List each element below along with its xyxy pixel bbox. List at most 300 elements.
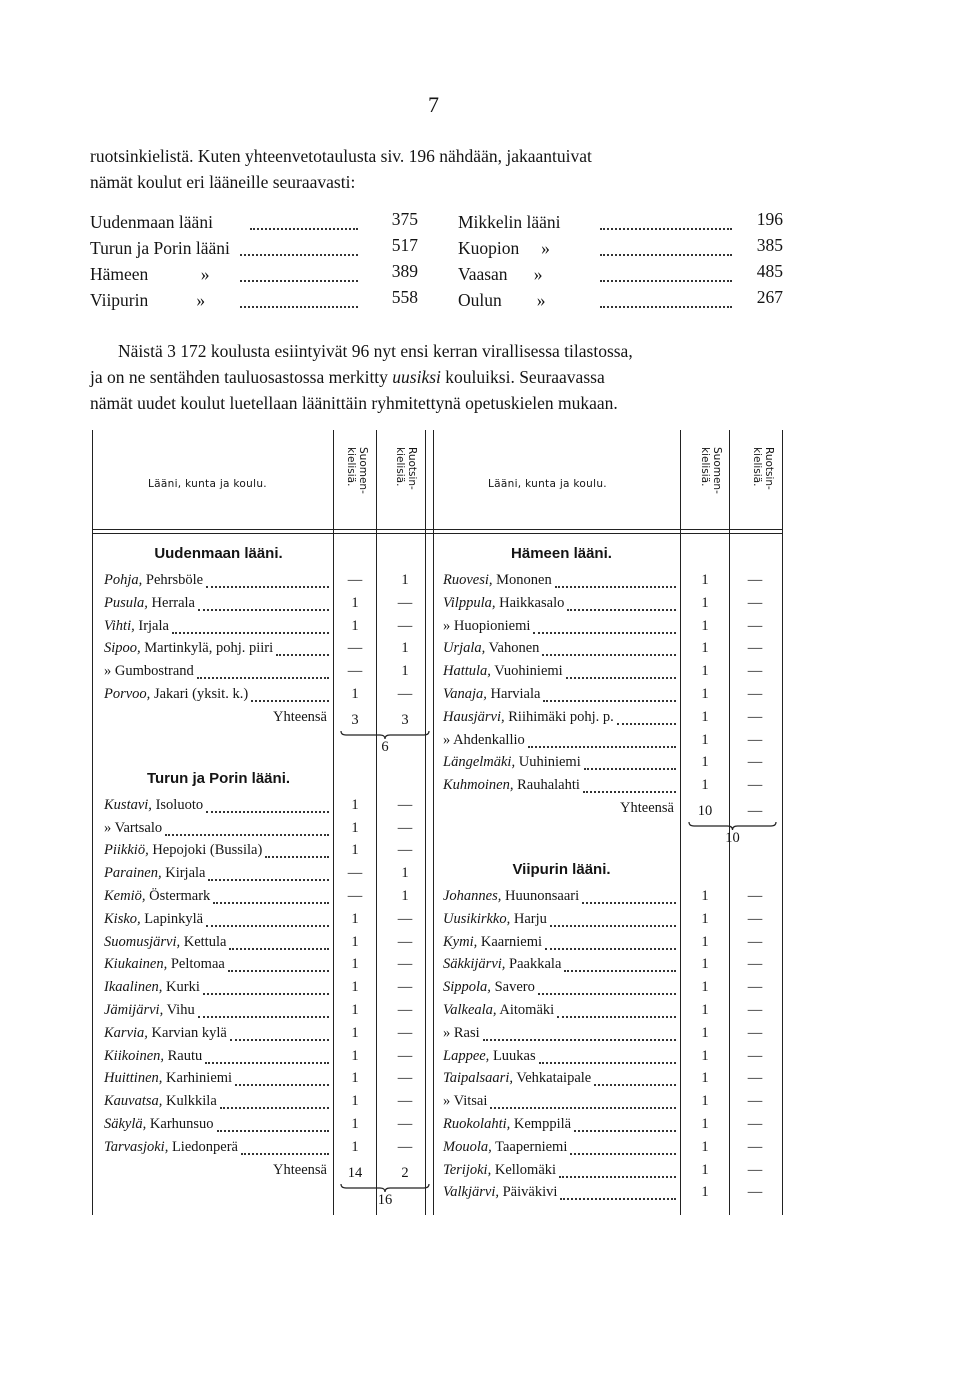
column-header-finnish: Suomen- kielisiä. (699, 447, 723, 494)
school-label: Jakari (yksit. k.) (150, 686, 249, 702)
column-header-place: Lääni, kunta ja koulu. (148, 478, 267, 490)
leader-dots (545, 948, 676, 950)
table-row (443, 931, 542, 954)
leader-dots (566, 677, 676, 679)
district-count: 196 (756, 209, 783, 229)
school-label: Martinkylä, pohj. piiri (140, 640, 274, 657)
count-finnish: 1 (701, 640, 709, 657)
table-row (443, 729, 525, 752)
count-finnish: — (347, 888, 363, 904)
school-label: Vehkataipale (512, 1070, 592, 1087)
column-header-swedish: Ruotsin- kielisiä. (751, 447, 775, 490)
leader-dots (555, 586, 676, 588)
school-label: Herrala (147, 594, 195, 611)
municipality-name: Huittinen, (104, 1070, 163, 1087)
count-swedish: — (397, 686, 413, 702)
table-row (443, 1181, 557, 1204)
count-finnish: — (347, 640, 363, 657)
table-row (443, 1113, 571, 1136)
municipality-name: Urjala, (443, 640, 486, 657)
table-rule (782, 430, 783, 1215)
school-label: Harviala (486, 686, 541, 702)
table-row (104, 931, 226, 954)
count-swedish: — (747, 617, 763, 634)
count-swedish: — (747, 686, 763, 702)
count-finnish: 1 (701, 1161, 709, 1178)
municipality-name: Ruovesi, (443, 572, 493, 588)
section-title: Viipurin lääni. (512, 861, 611, 878)
count-swedish: 1 (401, 640, 409, 657)
leader-dots (197, 677, 329, 679)
count-finnish: 1 (701, 617, 709, 634)
table-row (443, 1159, 556, 1182)
count-swedish: — (397, 594, 413, 611)
count-finnish: 1 (351, 1138, 359, 1155)
school-name (443, 754, 581, 770)
leader-dots (172, 632, 329, 634)
school-label: Kulkkila (162, 1093, 217, 1110)
count-finnish: 1 (701, 888, 709, 904)
leader-dots (165, 834, 329, 836)
count-finnish: 1 (701, 1184, 709, 1201)
municipality-name: Kymi, (443, 933, 478, 950)
count-finnish: 1 (701, 956, 709, 973)
school-name (104, 686, 248, 702)
count-finnish: 1 (351, 1093, 359, 1110)
count-finnish: 1 (701, 777, 709, 794)
count-swedish: — (747, 572, 763, 588)
leader-dots (229, 948, 329, 950)
school-name (443, 572, 552, 588)
leader-dots (228, 970, 329, 972)
leader-dots (543, 700, 676, 702)
total-label: Yhteensä (273, 708, 327, 725)
count-swedish: — (747, 731, 763, 748)
school-label: Mononen (492, 572, 552, 588)
leader-dots (560, 1198, 676, 1200)
table-row (443, 683, 540, 706)
count-swedish: — (397, 979, 413, 996)
municipality-name: Jämijärvi, (104, 1002, 164, 1018)
count-swedish: — (397, 910, 413, 927)
count-finnish: 1 (701, 686, 709, 702)
count-swedish: — (747, 933, 763, 950)
grand-total: 16 (377, 1191, 393, 1208)
school-name (443, 956, 561, 972)
leader-dots (250, 228, 358, 230)
count-swedish: — (397, 1138, 413, 1155)
district-name: Oulun » (458, 290, 546, 310)
table-row (443, 615, 530, 638)
school-name (443, 1139, 567, 1155)
district-count: 267 (756, 287, 783, 307)
count-swedish: 1 (401, 572, 409, 588)
school-name (104, 572, 203, 588)
district-name: Uudenmaan lääni (90, 212, 213, 232)
count-finnish: 1 (701, 910, 709, 927)
school-label: Karhiniemi (162, 1070, 233, 1087)
count-finnish: 1 (701, 979, 709, 996)
school-label: Päiväkivi (498, 1184, 558, 1201)
intro-paragraph (90, 143, 790, 195)
school-label: » Huopioniemi (443, 617, 531, 634)
school-name (104, 888, 210, 904)
school-label: Kaarniemi (477, 933, 543, 950)
school-name (104, 1116, 214, 1132)
school-name (104, 956, 225, 972)
school-label: Vihu (163, 1002, 195, 1018)
school-name (443, 979, 535, 995)
table-row (104, 1045, 202, 1068)
school-name (104, 797, 203, 813)
count-swedish: — (747, 708, 763, 725)
district-name: Mikkelin lääni (458, 212, 561, 232)
municipality-name: Piikkiö, (104, 842, 149, 859)
school-label: Taaperniemi (491, 1138, 568, 1155)
leader-dots (230, 1039, 329, 1041)
table-row (443, 999, 554, 1022)
table-header-rule (92, 533, 782, 534)
column-header-swedish: Ruotsin- kielisiä. (394, 447, 418, 490)
municipality-name: Ruokolahti, (443, 1116, 511, 1132)
school-name (104, 934, 226, 950)
district-name: Turun ja Porin lääni (90, 238, 230, 258)
school-label: » Ahdenkallio (443, 731, 525, 748)
municipality-name: Säkylä, (104, 1116, 147, 1132)
school-label: Vahonen (485, 640, 540, 657)
school-name (104, 1048, 202, 1064)
page-number: 7 (428, 92, 439, 117)
count-swedish: — (747, 1070, 763, 1087)
table-row (104, 1113, 214, 1136)
school-label: » Vartsalo (104, 819, 163, 836)
table-row (443, 1136, 567, 1159)
count-finnish: 1 (701, 1047, 709, 1064)
school-name (104, 842, 262, 858)
paragraph-text: ja on ne sentähden tauluosastossa merkitty (90, 367, 393, 387)
leader-dots (483, 1039, 676, 1041)
count-swedish: — (747, 1138, 763, 1155)
grand-total: 6 (381, 738, 389, 755)
section-title: Turun ja Porin lääni. (146, 769, 291, 787)
count-finnish: — (347, 865, 363, 882)
count-finnish: 1 (351, 1070, 359, 1087)
leader-dots (528, 746, 676, 748)
table-row (104, 862, 205, 885)
school-label: Uuhiniemi (515, 754, 581, 771)
municipality-name: Kemiö, (104, 888, 146, 904)
table-row (104, 569, 203, 592)
count-swedish: — (397, 842, 413, 859)
table-row (104, 908, 203, 931)
table-row (443, 637, 539, 660)
count-swedish: 1 (401, 663, 409, 680)
municipality-name: Karvia, (104, 1024, 148, 1041)
leader-dots (557, 1016, 676, 1018)
count-swedish: — (747, 1002, 763, 1018)
leader-dots (490, 1107, 676, 1109)
total-swedish: 3 (401, 711, 409, 728)
school-name (104, 911, 203, 927)
total-label: Yhteensä (620, 800, 674, 816)
count-swedish: — (397, 1024, 413, 1041)
school-label: Rautu (164, 1047, 203, 1064)
school-name (443, 663, 563, 679)
count-swedish: — (747, 1161, 763, 1178)
municipality-name: Kisko, (104, 910, 141, 927)
municipality-name: Tarvasjoki, (104, 1138, 169, 1155)
leader-dots (567, 609, 676, 611)
count-finnish: 1 (351, 1116, 359, 1132)
leader-dots (564, 970, 676, 972)
table-row (104, 953, 225, 976)
count-swedish: — (397, 1002, 413, 1018)
table-row (104, 1022, 227, 1045)
school-name (104, 640, 273, 656)
table-header-rule (92, 529, 782, 530)
municipality-name: Sipoo, (104, 640, 141, 657)
school-label: Harju (510, 910, 547, 927)
table-row (443, 908, 547, 931)
table-row (443, 1022, 480, 1045)
table-row (104, 1067, 232, 1090)
count-swedish: — (747, 754, 763, 771)
municipality-name: Kustavi, (104, 796, 152, 813)
paragraph-text: Näistä 3 172 koulusta esiintyivät 96 nyt ensi kerran virallisessa tilastossa, (118, 341, 633, 361)
leader-dots (600, 228, 732, 230)
school-name (443, 1093, 487, 1109)
leader-dots (539, 1062, 676, 1064)
total-finnish: 14 (347, 1164, 363, 1181)
leader-dots (198, 1016, 329, 1018)
paragraph-line (90, 338, 780, 364)
count-finnish: 1 (701, 754, 709, 771)
school-label: Kurki (162, 979, 200, 996)
paragraph-line (90, 364, 780, 390)
count-swedish: — (397, 933, 413, 950)
leader-dots (198, 609, 329, 611)
count-finnish: 1 (351, 617, 359, 634)
school-label: Isoluoto (151, 796, 204, 813)
municipality-name: Taipalsaari, (443, 1070, 513, 1087)
school-label: » Gumbostrand (104, 663, 194, 680)
municipality-name: Johannes, (443, 888, 502, 904)
district-count: 385 (756, 235, 783, 255)
leader-dots (600, 306, 732, 308)
district-count: 375 (391, 209, 418, 229)
school-label: Kirjala (161, 865, 206, 882)
school-name (443, 595, 564, 611)
school-label: Haikkasalo (495, 594, 565, 611)
school-label: Vuohiniemi (490, 663, 563, 680)
table-row (443, 706, 614, 729)
leader-dots (213, 902, 329, 904)
column-header-finnish: Suomen- kielisiä. (345, 447, 369, 494)
school-name (104, 820, 162, 836)
municipality-name: Terijoki, (443, 1161, 492, 1178)
school-name (443, 1002, 554, 1018)
leader-dots (206, 811, 329, 813)
municipality-name: Mouola, (443, 1138, 492, 1155)
table-row (443, 751, 581, 774)
count-swedish: — (747, 594, 763, 611)
count-swedish: — (397, 1070, 413, 1087)
municipality-name: Vihti, (104, 617, 135, 634)
school-name (104, 663, 194, 679)
count-swedish: — (747, 1024, 763, 1041)
leader-dots (208, 879, 329, 881)
school-name (443, 618, 530, 634)
new-schools-paragraph (90, 338, 780, 416)
paragraph-line (90, 390, 780, 416)
count-finnish: 1 (351, 842, 359, 859)
leader-dots (205, 1062, 329, 1064)
count-finnish: 1 (351, 819, 359, 836)
district-name: Vaasan » (458, 264, 543, 284)
school-name (104, 1070, 232, 1086)
count-finnish: 1 (351, 594, 359, 611)
leader-dots (240, 306, 358, 308)
school-label: Östermark (145, 888, 211, 904)
table-row (443, 660, 563, 683)
table-row (104, 592, 195, 615)
leader-dots (550, 925, 676, 927)
count-swedish: — (397, 819, 413, 836)
school-name (104, 595, 195, 611)
count-finnish: 1 (701, 1116, 709, 1132)
school-label: Savero (490, 979, 535, 996)
count-finnish: 1 (351, 979, 359, 996)
table-row (443, 592, 564, 615)
school-label: Lapinkylä (140, 910, 204, 927)
count-swedish: — (397, 1047, 413, 1064)
leader-dots (582, 902, 676, 904)
school-name (443, 911, 547, 927)
school-name (443, 640, 539, 656)
table-rule (433, 430, 434, 1215)
table-row (104, 976, 200, 999)
leader-dots (217, 1130, 329, 1132)
school-label: Karvian kylä (147, 1024, 227, 1041)
school-name (443, 709, 614, 725)
leader-dots (235, 1084, 329, 1086)
school-name (443, 1048, 536, 1064)
municipality-name: Kiikoinen, (104, 1047, 165, 1064)
table-row (443, 774, 580, 797)
column-header-place: Lääni, kunta ja koulu. (488, 478, 607, 490)
count-swedish: — (747, 777, 763, 794)
paragraph-emphasis: uusiksi (392, 367, 441, 387)
total-finnish: 3 (351, 711, 359, 728)
leader-dots (206, 586, 329, 588)
leader-dots (574, 1130, 676, 1132)
count-finnish: — (347, 572, 363, 588)
table-row (104, 637, 273, 660)
table-row (443, 1045, 536, 1068)
table-row (104, 999, 195, 1022)
school-name (443, 732, 525, 748)
table-rule (376, 430, 377, 1215)
school-label: Irjala (134, 617, 169, 634)
count-finnish: 1 (701, 594, 709, 611)
municipality-name: Vilppula, (443, 594, 496, 611)
municipality-name: Lappee, (443, 1047, 490, 1064)
school-label: Riihimäki pohj. p. (504, 708, 614, 725)
leader-dots (559, 1176, 676, 1178)
count-finnish: 1 (351, 1047, 359, 1064)
school-label: Rauhalahti (513, 777, 580, 794)
count-swedish: — (747, 663, 763, 680)
municipality-name: Kauvatsa, (104, 1093, 163, 1110)
leader-dots (265, 856, 329, 858)
municipality-name: Hattula, (443, 663, 491, 680)
school-label: Kemppilä (510, 1116, 572, 1132)
school-name (443, 1116, 571, 1132)
district-count: 389 (391, 261, 418, 281)
leader-dots (276, 654, 329, 656)
table-row (104, 660, 194, 683)
table-row (443, 885, 579, 908)
count-finnish: 1 (701, 1024, 709, 1041)
school-label: Aitomäki (496, 1002, 555, 1018)
total-finnish: 10 (697, 803, 713, 819)
count-swedish: — (747, 1184, 763, 1201)
intro-line: nämät koulut eri lääneille seuraavasti: (90, 172, 356, 192)
table-row (104, 817, 162, 840)
count-finnish: 1 (701, 933, 709, 950)
municipality-name: Pohja, (104, 572, 143, 588)
table-row (104, 794, 203, 817)
leader-dots (542, 654, 676, 656)
table-row (443, 569, 552, 592)
leader-dots (594, 1084, 676, 1086)
district-count: 558 (391, 287, 418, 307)
municipality-name: Säkkijärvi, (443, 956, 506, 973)
intro-line: ruotsinkielistä. Kuten yhteenvetotaulusta siv. 196 nähdään, jakaantuivat (90, 146, 592, 166)
school-label: Kettula (180, 933, 227, 950)
school-label: » Rasi (443, 1024, 480, 1041)
school-name (443, 1162, 556, 1178)
count-finnish: 1 (701, 572, 709, 588)
municipality-name: Uusikirkko, (443, 910, 511, 927)
leader-dots (240, 254, 358, 256)
count-swedish: — (397, 1116, 413, 1132)
leader-dots (220, 1107, 329, 1109)
leader-dots (538, 993, 676, 995)
count-finnish: 1 (701, 1093, 709, 1110)
table-rule (333, 430, 334, 1215)
school-label: Luukas (489, 1047, 536, 1064)
table-rule (425, 430, 426, 1215)
count-swedish: — (747, 1047, 763, 1064)
count-finnish: 1 (351, 956, 359, 973)
school-name (104, 1093, 217, 1109)
count-swedish: — (397, 956, 413, 973)
count-swedish: — (397, 1093, 413, 1110)
count-swedish: — (747, 1093, 763, 1110)
count-swedish: — (397, 796, 413, 813)
grand-total: 10 (725, 830, 740, 846)
municipality-name: Sippola, (443, 979, 491, 996)
total-swedish: 2 (401, 1164, 409, 1181)
section-title: Hämeen lääni. (511, 545, 612, 562)
school-name (443, 1070, 591, 1086)
school-name (443, 1025, 480, 1041)
table-row (104, 1136, 238, 1159)
count-swedish: — (747, 640, 763, 657)
leader-dots (251, 700, 329, 702)
district-count: 485 (756, 261, 783, 281)
